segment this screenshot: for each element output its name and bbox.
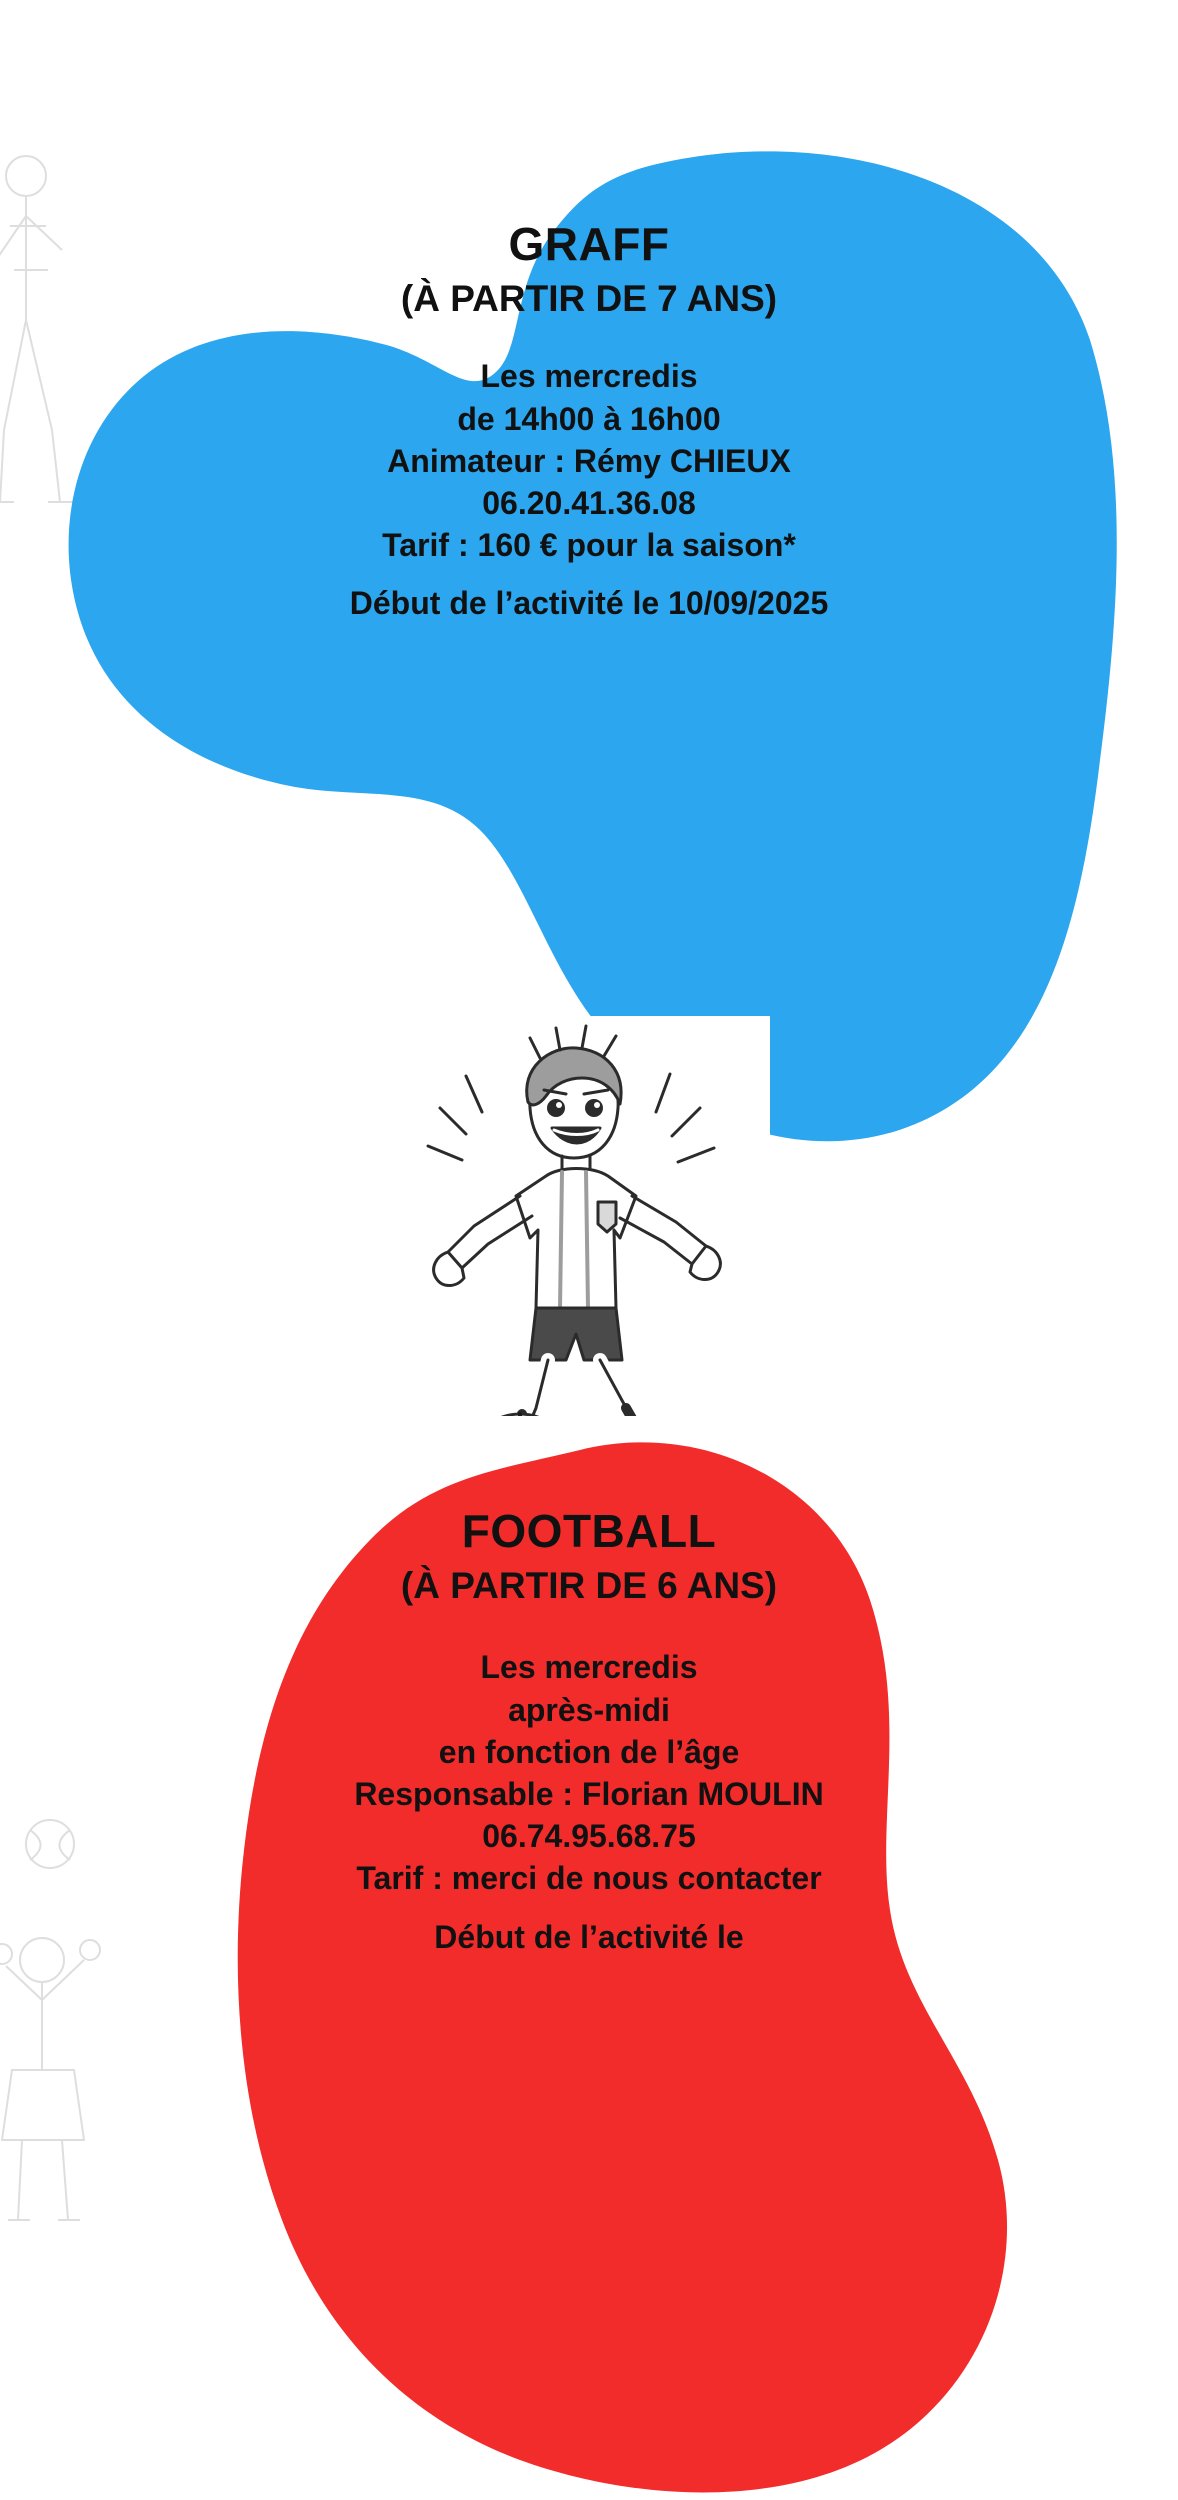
football-line-1: Les mercredis	[480, 1649, 698, 1686]
football-line-2: après-midi	[508, 1691, 670, 1728]
graff-line-3: Animateur : Rémy CHIEUX	[387, 442, 791, 479]
graff-details	[0, 355, 1178, 624]
graff-title: GRAFF	[508, 218, 670, 270]
football-price: Tarif : merci de nous contacter	[356, 1860, 822, 1897]
football-line-3: en fonction de l’âge	[438, 1733, 740, 1770]
football-phone: 06.74.95.68.75	[482, 1818, 696, 1855]
football-title: FOOTBALL	[461, 1505, 717, 1557]
graff-start-date: Début de l’activité le 10/09/2025	[349, 585, 829, 622]
graff-phone: 06.20.41.36.08	[482, 484, 696, 521]
football-subtitle: (À PARTIR DE 6 ANS)	[400, 1564, 778, 1606]
graff-line-2: de 14h00 à 16h00	[457, 400, 721, 437]
football-section	[0, 1505, 1178, 1958]
graff-price: Tarif : 160 € pour la saison*	[382, 527, 796, 564]
graff-spacer	[0, 566, 1178, 582]
graff-line-1: Les mercredis	[480, 358, 698, 395]
football-player-illustration	[370, 1016, 770, 1416]
football-spacer	[0, 1900, 1178, 1916]
graff-section	[0, 218, 1178, 625]
football-start-date: Début de l’activité le	[434, 1918, 744, 1955]
football-details	[0, 1646, 1178, 1958]
football-line-4: Responsable : Florian MOULIN	[354, 1775, 824, 1812]
graff-subtitle: (À PARTIR DE 7 ANS)	[400, 277, 778, 319]
